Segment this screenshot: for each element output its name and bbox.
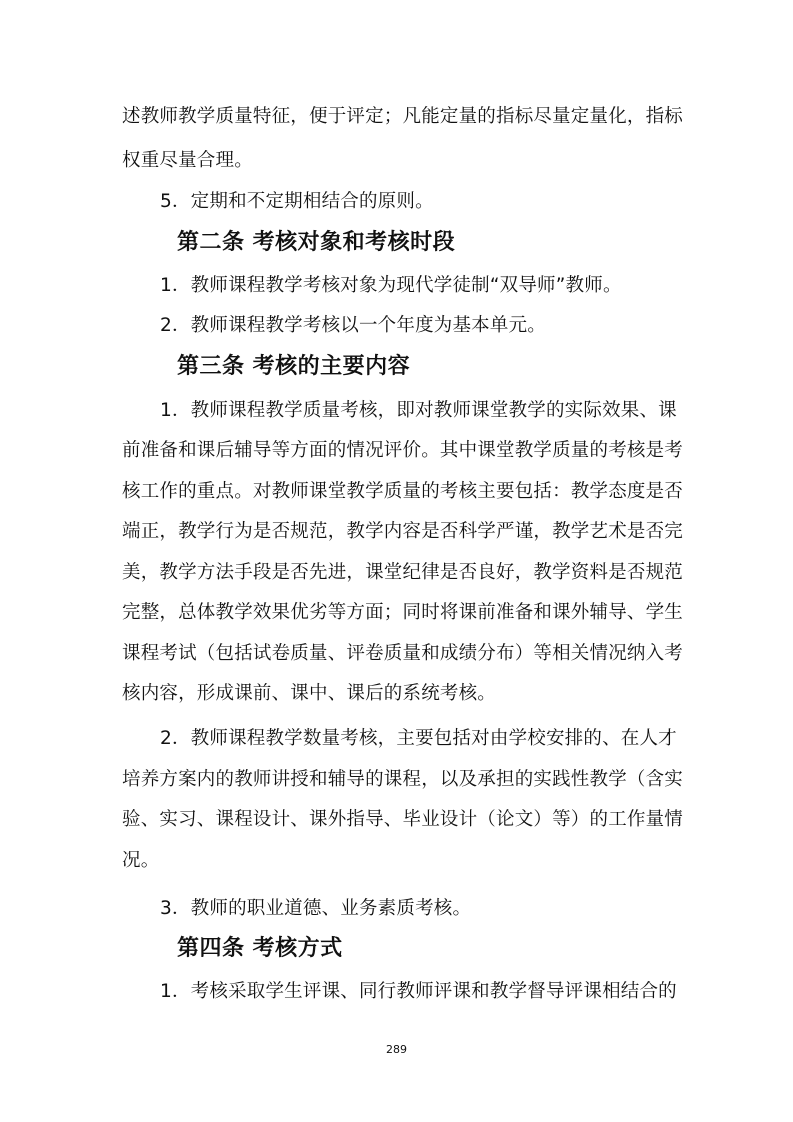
paragraph-line: 培养方案内的教师讲授和辅导的课程，以及承担的实践性教学（含实 [122,769,684,790]
paragraph-line: 完整，总体教学效果优劣等方面；同时将课前准备和课外辅导、学生 [122,602,684,623]
list-item: 1．教师课程教学考核对象为现代学徒制“双导师”教师。 [160,275,622,296]
paragraph-line: 权重尽量合理。 [122,150,253,171]
paragraph-line: 课程考试（包括试卷质量、评卷质量和成绩分布）等相关情况纳入考 [122,643,684,664]
list-item: 5．定期和不定期相结合的原则。 [160,191,434,212]
section-heading-2: 第二条 考核对象和考核时段 [177,230,456,255]
list-item: 3．教师的职业道德、业务素质考核。 [160,898,472,919]
paragraph-line: 述教师教学质量特征，便于评定；凡能定量的指标尽量定量化，指标 [122,106,684,127]
paragraph-line: 1．教师课程教学质量考核，即对教师课堂教学的实际效果、课 [160,400,677,421]
paragraph-line: 2．教师课程教学数量考核，主要包括对由学校安排的、在人才 [160,728,677,749]
paragraph-line: 核工作的重点。对教师课堂教学质量的考核主要包括：教学态度是否 [122,481,684,502]
paragraph-line: 况。 [122,850,160,871]
paragraph-line: 美，教学方法手段是否先进，课堂纪律是否良好，教学资料是否规范 [122,562,684,583]
paragraph-line: 1．考核采取学生评课、同行教师评课和教学督导评课相结合的 [160,981,677,1002]
paragraph-line: 验、实习、课程设计、课外指导、毕业设计（论文）等）的工作量情 [122,809,684,830]
page-number: 289 [386,1043,407,1056]
paragraph-line: 端正，教学行为是否规范，教学内容是否科学严谨，教学艺术是否完 [122,521,684,542]
section-heading-3: 第三条 考核的主要内容 [177,354,411,379]
paragraph-line: 核内容，形成课前、课中、课后的系统考核。 [122,683,497,704]
list-item: 2．教师课程教学考核以一个年度为基本单元。 [160,315,546,336]
section-heading-4: 第四条 考核方式 [177,936,343,961]
paragraph-line: 前准备和课后辅导等方面的情况评价。其中课堂教学质量的考核是考 [122,440,684,461]
